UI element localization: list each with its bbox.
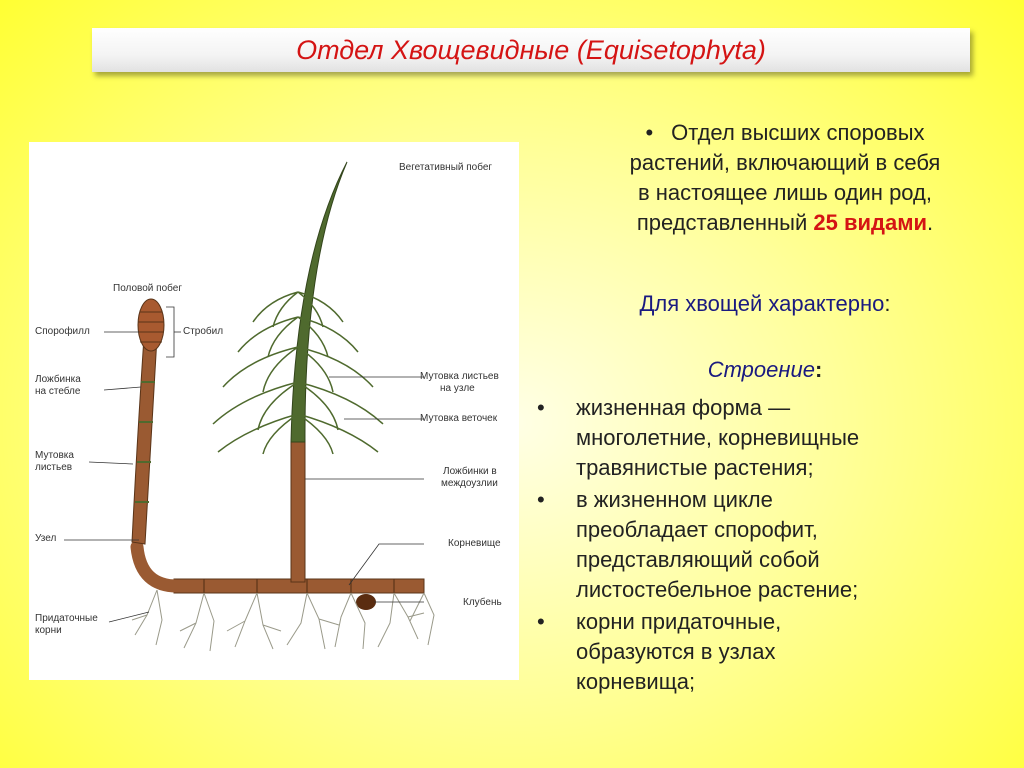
rhizome-bend — [137, 547, 179, 586]
horsetail-drawing — [29, 142, 519, 680]
label-sporophyll: Спорофилл — [35, 326, 90, 337]
intro-line-2: растений, включающий в себя — [629, 150, 941, 175]
characteristic-heading: Для хвощей характерно: — [639, 291, 891, 316]
horsetail-figure — [29, 142, 519, 680]
label-node-leaf-whorl-2: на узле — [440, 383, 475, 394]
sexual-stem — [132, 337, 157, 544]
callout-lines — [64, 307, 424, 622]
label-vegetative-shoot: Вегетативный побег — [399, 162, 493, 173]
label-leaf-whorl-2: листьев — [35, 462, 73, 473]
roots — [132, 590, 434, 651]
label-node: Узел — [35, 533, 57, 544]
label-adventitious-roots-1: Придаточные — [35, 613, 98, 624]
intro-line-1: • Отдел высших споровых — [645, 120, 925, 145]
intro-line-4: представленный 25 видами. — [636, 210, 934, 235]
intro-bullet: • — [645, 120, 654, 145]
label-strobilus: Стробил — [183, 326, 224, 337]
species-count: 25 видами — [813, 210, 928, 235]
label-node-leaf-whorl-1: Мутовка листьев — [420, 371, 499, 382]
label-stem-groove-2: на стебле — [35, 386, 81, 397]
structure-list — [537, 393, 1007, 699]
intro-line-3: в настоящее лишь один род, — [637, 180, 933, 205]
slide-title: Отдел Хвощевидные (Equisetophyta) — [296, 34, 766, 65]
list-item: • в жизненном цикле преобладает спорофит, представляющий собой листостебельное растение; — [537, 487, 859, 602]
vegetative-stem-upper — [291, 162, 347, 442]
label-branch-whorl: Мутовка веточек — [420, 413, 498, 424]
label-adventitious-roots-2: корни — [35, 625, 62, 636]
intro-paragraph — [575, 118, 995, 238]
structure-heading: Строение: — [707, 357, 823, 382]
label-internode-grooves-2: междоузлии — [441, 478, 498, 489]
label-rhizome: Корневище — [448, 538, 501, 549]
list-item: • жизненная форма — многолетние, корневищные травянистые растения; — [537, 395, 860, 480]
vegetative-stem-lower — [291, 442, 305, 582]
label-internode-grooves-1: Ложбинки в — [443, 466, 497, 477]
title-bar — [92, 28, 970, 72]
label-stem-groove-1: Ложбинка — [35, 374, 81, 385]
strobilus — [138, 299, 164, 351]
label-tuber: Клубень — [463, 597, 502, 608]
tuber — [356, 594, 376, 610]
list-item: • корни придаточные, образуются в узлах корневища; — [537, 609, 782, 694]
label-leaf-whorl-1: Мутовка — [35, 450, 74, 461]
label-sexual-shoot: Половой побег — [113, 283, 182, 294]
